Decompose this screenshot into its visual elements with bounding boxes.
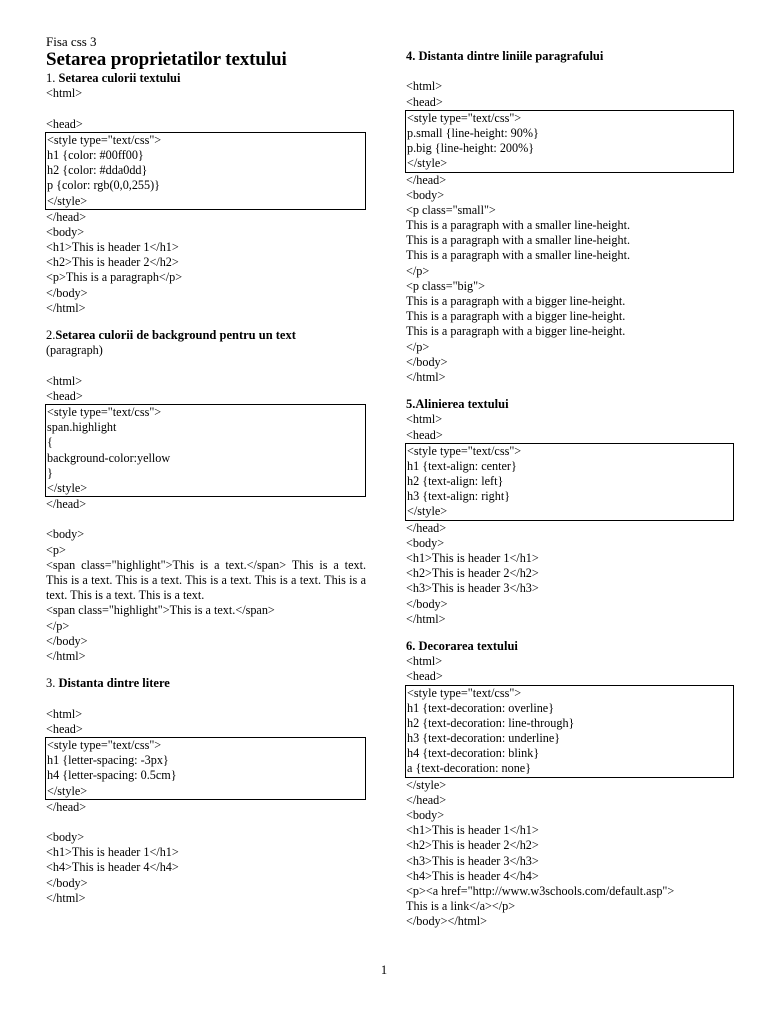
section-2-paragraph: <span class="highlight">This is a text.</span> This is a text. This is a text. This is a text. This is a text. This is a text. This is a text. This is a text. This is a text. (46, 557, 366, 603)
code-line: <html> (46, 373, 83, 388)
code-line: </body> (46, 633, 88, 648)
code-line: <h2>This is header 2</h2> (46, 255, 179, 270)
code-line: <h1>This is header 1</h1> (406, 551, 539, 566)
section-2-style-box (45, 404, 366, 497)
code-line: <h2>This is header 2</h2> (406, 566, 539, 581)
code-line: </body> (406, 354, 448, 369)
code-line: This is a paragraph with a smaller line-height. (406, 233, 631, 248)
code-line: background-color:yellow (47, 450, 171, 465)
section-3-style-box (45, 737, 366, 800)
section-2-title: 2.Setarea culorii de background pentru un text (46, 328, 296, 343)
code-line: </body> (406, 596, 448, 611)
code-line: <body> (46, 830, 85, 845)
blank-line (46, 101, 366, 116)
right-column (406, 49, 736, 930)
section-2-post-a (46, 497, 366, 558)
section-6-post (406, 778, 736, 930)
section-5-title: 5.Alinierea textului (406, 397, 509, 412)
code-line: <html> (46, 86, 83, 101)
code-line: </head> (46, 799, 87, 814)
section-3-title: 3. Distanta dintre litere (46, 676, 170, 691)
section-1-style-box (45, 132, 366, 210)
code-line: <body> (46, 527, 85, 542)
code-line: h4 {letter-spacing: 0.5cm} (47, 768, 177, 783)
code-line: <h1>This is header 1</h1> (406, 823, 539, 838)
code-line: span.highlight (47, 420, 117, 435)
code-line: h2 {text-decoration: line-through} (407, 715, 575, 730)
page-title: Setarea proprietatilor textului (46, 49, 287, 70)
code-line: a {text-decoration: none} (407, 761, 532, 776)
code-line: h1 {text-decoration: overline} (407, 700, 555, 715)
code-line: </p> (46, 618, 70, 633)
code-line: </head> (46, 497, 87, 512)
code-line: <head> (46, 388, 83, 403)
code-line: </style> (47, 480, 88, 495)
code-line: <style type="text/css"> (47, 132, 162, 147)
section-1-pre (46, 86, 366, 132)
code-line: <p><a href="http://www.w3schools.com/default.asp"> (406, 883, 675, 898)
code-line: </html> (406, 611, 446, 626)
code-line: <head> (406, 94, 443, 109)
section-1-post (46, 210, 366, 316)
document-label: Fisa css 3 (46, 34, 97, 49)
code-line: </body> (46, 875, 88, 890)
code-line: </style> (407, 156, 448, 171)
code-line: h3 {text-decoration: underline} (407, 731, 561, 746)
section-6-style-box (405, 685, 734, 778)
code-line: <style type="text/css"> (407, 443, 522, 458)
code-line: <style type="text/css"> (407, 110, 522, 125)
code-line: { (47, 435, 53, 450)
code-line: <style type="text/css"> (47, 737, 162, 752)
code-line: </head> (406, 792, 447, 807)
code-line: <p class="small"> (406, 202, 496, 217)
section-4-style-box (405, 110, 734, 173)
code-line: This is a paragraph with a bigger line-height. (406, 294, 626, 309)
left-column (46, 34, 366, 906)
section-6-title: 6. Decorarea textului (406, 638, 518, 653)
code-line: <h1>This is header 1</h1> (46, 845, 179, 860)
code-line: <body> (406, 808, 445, 823)
code-line: p.small {line-height: 90%} (407, 125, 539, 140)
section-2-pre (46, 374, 366, 404)
code-line: h3 {text-align: right} (407, 489, 511, 504)
code-line: h1 {text-align: center} (407, 458, 517, 473)
section-4-pre (406, 79, 736, 109)
code-line: <body> (46, 224, 85, 239)
code-line: <h4>This is header 4</h4> (406, 868, 539, 883)
code-line: </head> (406, 520, 447, 535)
code-line: <html> (46, 706, 83, 721)
code-line: <html> (406, 654, 443, 669)
code-line: <style type="text/css"> (47, 404, 162, 419)
code-line: <h3>This is header 3</h3> (406, 853, 539, 868)
code-line: <h1>This is header 1</h1> (46, 240, 179, 255)
code-line: This is a paragraph with a bigger line-height. (406, 309, 626, 324)
code-line: <h2>This is header 2</h2> (406, 838, 539, 853)
code-line: <body> (406, 535, 445, 550)
code-line: } (47, 465, 53, 480)
code-line: </style> (47, 783, 88, 798)
code-line: <p class="big"> (406, 278, 485, 293)
code-line: <head> (46, 721, 83, 736)
section-5-style-box (405, 443, 734, 521)
code-line: This is a link</a></p> (406, 899, 516, 914)
code-line: This is a paragraph with a smaller line-height. (406, 248, 631, 263)
code-line: </head> (46, 209, 87, 224)
code-line: </style> (47, 193, 88, 208)
code-line: </p> (406, 263, 430, 278)
code-line: <h4>This is header 4</h4> (46, 860, 179, 875)
code-line: This is a paragraph with a smaller line-height. (406, 218, 631, 233)
code-line: </html> (46, 890, 86, 905)
code-line: </body> (46, 285, 88, 300)
blank-line (46, 815, 366, 830)
code-line: </html> (46, 300, 86, 315)
code-line: </head> (406, 172, 447, 187)
code-line: <html> (406, 79, 443, 94)
code-line: <head> (406, 427, 443, 442)
code-line: </p> (406, 339, 430, 354)
code-line: <span class="highlight">This is a text.</span> (46, 603, 275, 618)
section-1-title: 1. Setarea culorii textului (46, 71, 181, 85)
section-4-post (406, 173, 736, 386)
section-3-post (46, 800, 366, 906)
section-5-pre (406, 412, 736, 442)
section-2-subtitle: (paragraph) (46, 343, 103, 358)
code-line: This is a paragraph with a bigger line-height. (406, 324, 626, 339)
code-line: </body></html> (406, 914, 487, 929)
section-6-pre (406, 654, 736, 684)
section-5-post (406, 521, 736, 627)
code-line: </style> (406, 777, 447, 792)
code-line: <head> (46, 116, 83, 131)
code-line: h2 {text-align: left} (407, 474, 504, 489)
code-line: p {color: rgb(0,0,255)} (47, 178, 161, 193)
code-line: h4 {text-decoration: blink} (407, 746, 540, 761)
code-line: <style type="text/css"> (407, 685, 522, 700)
code-line: h2 {color: #dda0dd} (47, 163, 148, 178)
code-line: p.big {line-height: 200%} (407, 141, 535, 156)
code-line: h1 {letter-spacing: -3px} (47, 753, 169, 768)
section-2-post-b (46, 603, 366, 664)
code-line: h1 {color: #00ff00} (47, 147, 144, 162)
blank-line (46, 512, 366, 527)
page-number: 1 (380, 963, 388, 977)
code-line: <body> (406, 187, 445, 202)
code-line: </html> (406, 369, 446, 384)
code-line: <p> (46, 542, 66, 557)
code-line: <p>This is a paragraph</p> (46, 270, 183, 285)
section-3-pre (46, 707, 366, 737)
code-line: <head> (406, 669, 443, 684)
code-line: </style> (407, 504, 448, 519)
code-line: </html> (46, 649, 86, 664)
code-line: <h3>This is header 3</h3> (406, 581, 539, 596)
section-4-title: 4. Distanta dintre liniile paragrafului (406, 49, 604, 63)
code-line: <html> (406, 412, 443, 427)
